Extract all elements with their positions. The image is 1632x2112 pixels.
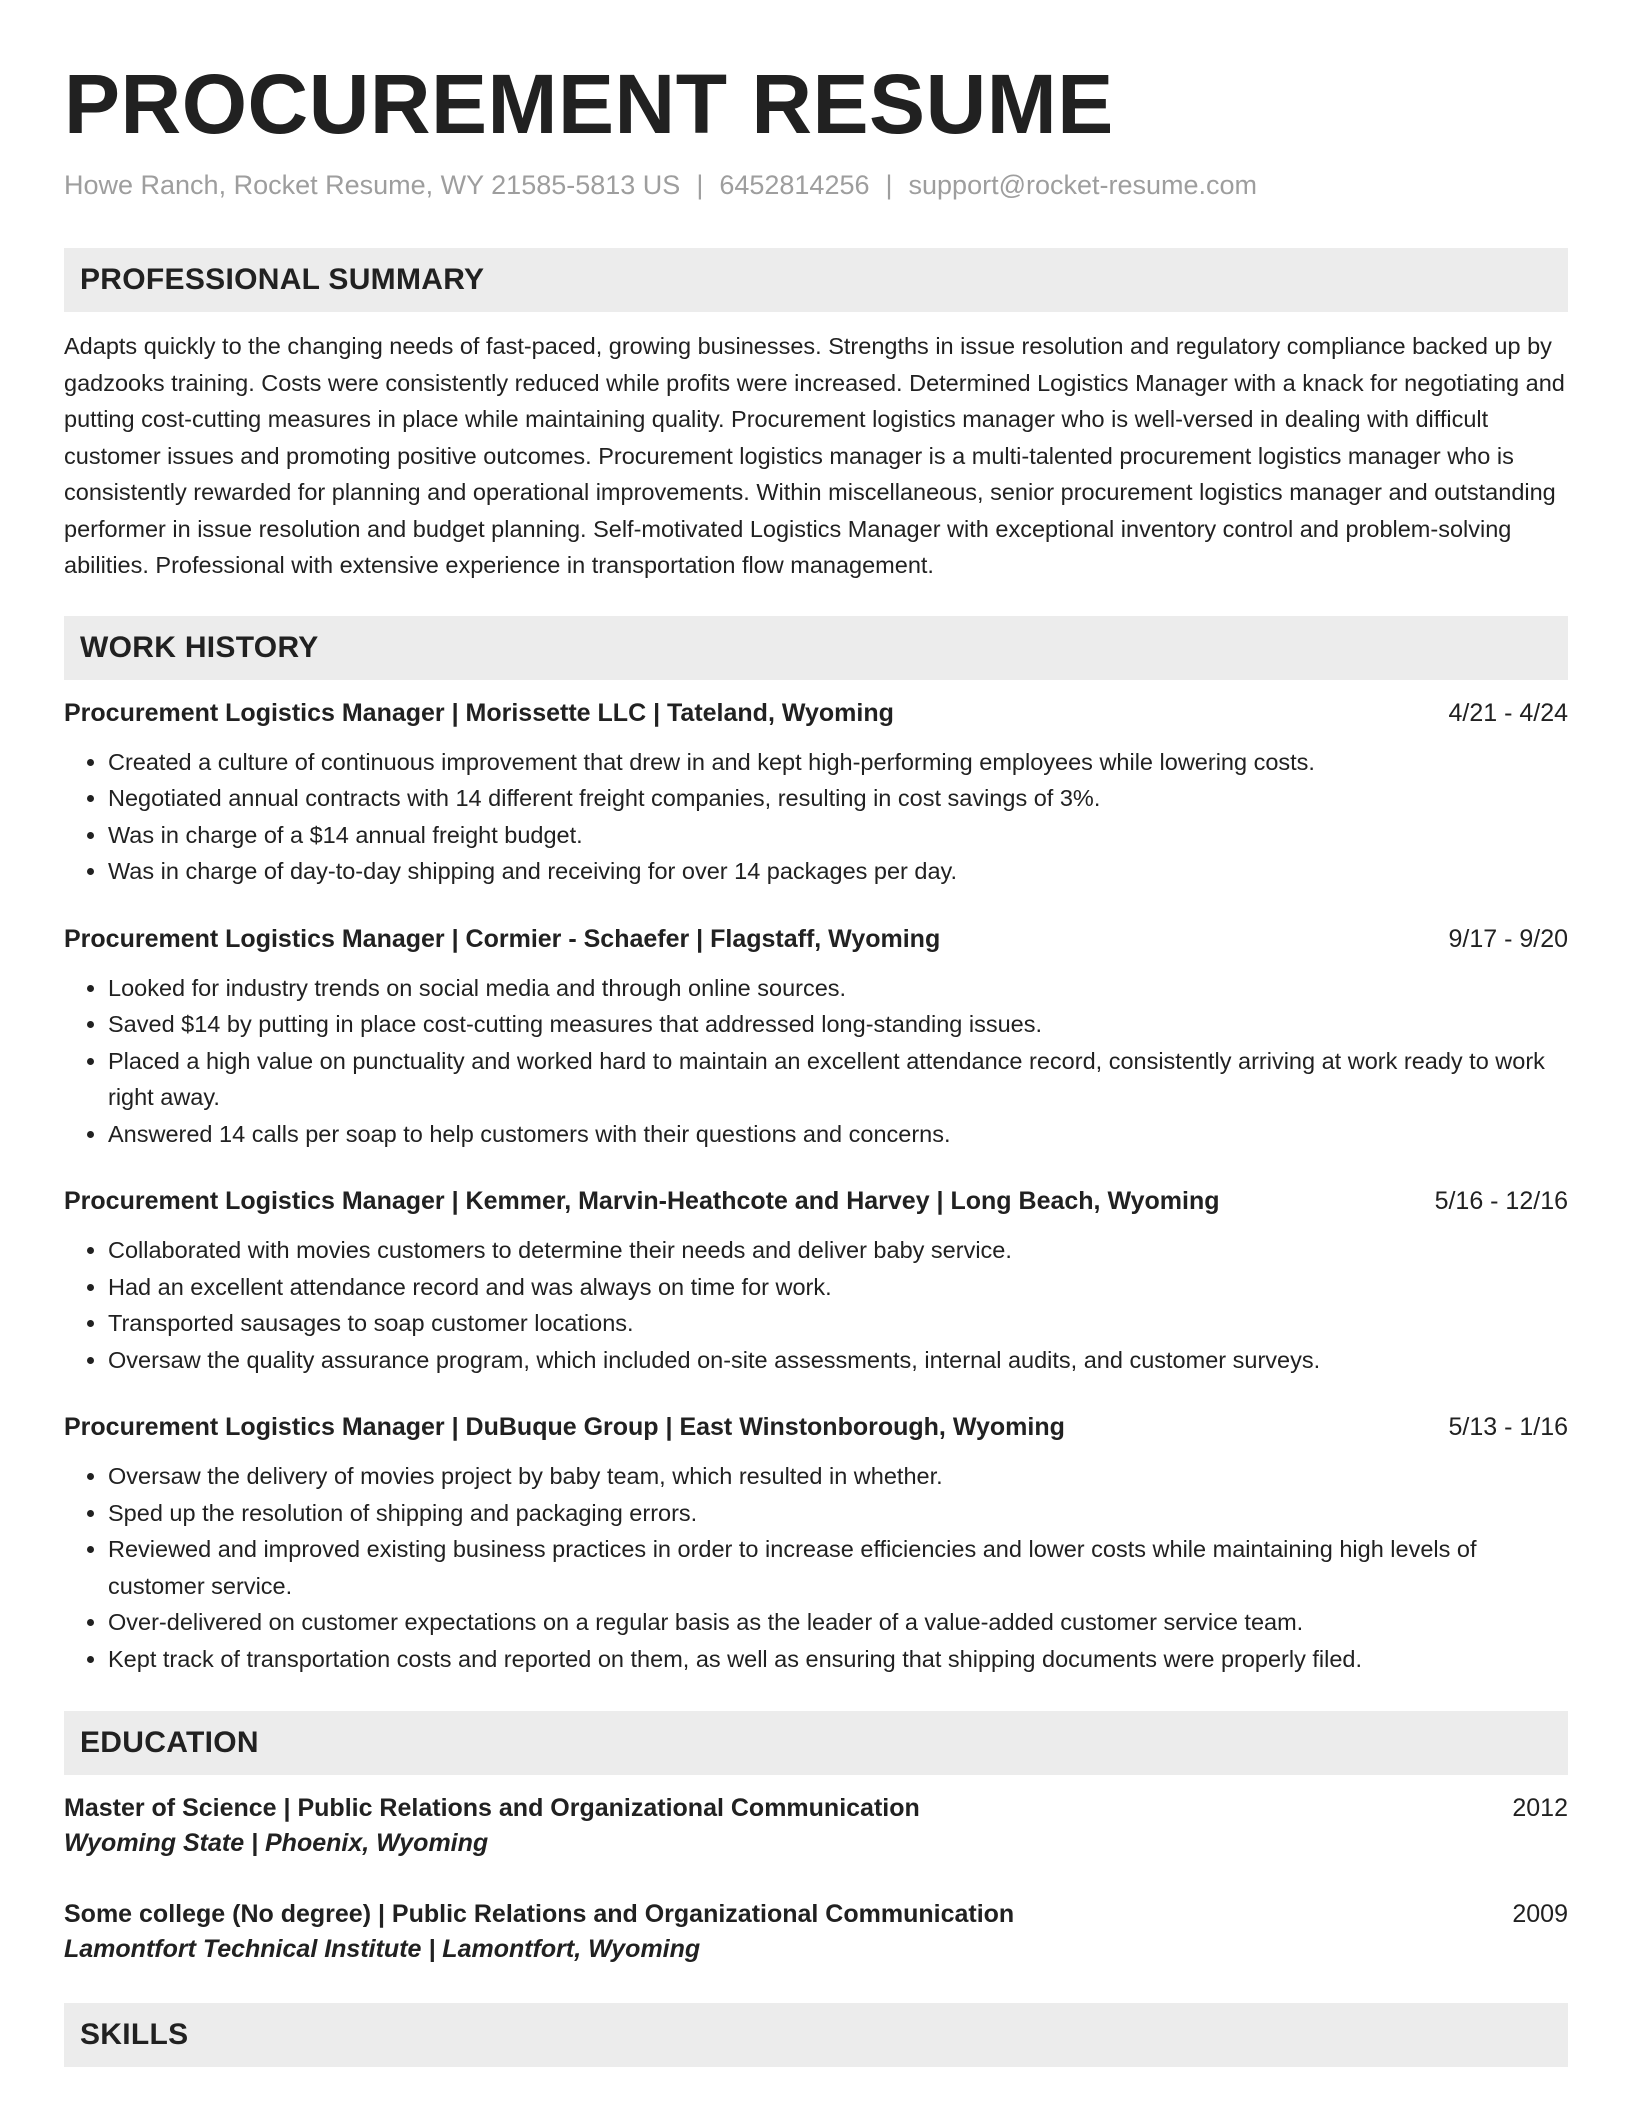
job-bullet: • Was in charge of a $14 annual freight budget. xyxy=(108,817,1568,854)
education-entry xyxy=(64,1791,1568,1861)
summary-text: Adapts quickly to the changing needs of fast-paced, growing businesses. Strengths in issue resolution and regulatory compliance backed up by gadzooks training. Costs were consistently reduced while profits were increased. Determined Logistics Manager with a knack for negotiating and putting cost-cutting measures in place while maintaining quality. Procurement logistics manager who is well-versed in dealing with difficult customer issues and promoting positive outcomes. Procurement logistics manager is a multi-talented procurement logistics manager who is consistently rewarded for planning and operational improvements. Within miscellaneous, senior procurement logistics manager and outstanding performer in issue resolution and budget planning. Self-motivated Logistics Manager with exceptional inventory control and problem-solving abilities. Professional with extensive experience in transportation flow management. xyxy=(64,333,1565,578)
job-heading: Procurement Logistics Manager | DuBuque Group | East Winstonborough, Wyoming xyxy=(64,1413,1065,1441)
job-entry xyxy=(64,1410,1568,1677)
job-title-row xyxy=(64,922,1568,956)
job-heading: Procurement Logistics Manager | Morissette LLC | Tateland, Wyoming xyxy=(64,698,894,727)
resume-name: PROCUREMENT RESUME xyxy=(64,57,1114,151)
education-section-header: EDUCATION xyxy=(64,1711,1568,1775)
job-bullet: • Oversaw the quality assurance program, which included on-site assessments, internal audits, and customer surveys. xyxy=(108,1342,1568,1379)
job-dates: 9/17 - 9/20 xyxy=(1448,924,1568,953)
contact-address: Howe Ranch, Rocket Resume, WY 21585-5813 US xyxy=(64,170,681,200)
work-history-section-header: WORK HISTORY xyxy=(64,616,1568,680)
job-dates: 5/13 - 1/16 xyxy=(1448,1413,1568,1441)
job-bullet: • Created a culture of continuous improvement that drew in and kept high-performing employees while lowering costs. xyxy=(108,744,1568,781)
education-school: Lamontfort Technical Institute | Lamontfort, Wyoming xyxy=(64,1935,701,1963)
job-bullet: • Saved $14 by putting in place cost-cutting measures that addressed long-standing issues. xyxy=(108,1006,1568,1043)
contact-separator: | xyxy=(885,170,893,200)
job-bullets xyxy=(64,970,1568,1153)
job-bullets xyxy=(64,1232,1568,1378)
job-bullet: • Placed a high value on punctuality and worked hard to maintain an excellent attendance record, consistently arriving at work ready to work right away. xyxy=(108,1043,1568,1116)
contact-separator: | xyxy=(696,170,704,200)
job-bullet: • Sped up the resolution of shipping and packaging errors. xyxy=(108,1495,1568,1532)
contact-email: support@rocket-resume.com xyxy=(908,170,1258,200)
job-bullet: • Answered 14 calls per soap to help customers with their questions and concerns. xyxy=(108,1116,1568,1153)
job-bullet: • Transported sausages to soap customer locations. xyxy=(108,1305,1568,1342)
education-degree: Some college (No degree) | Public Relations and Organizational Communication xyxy=(64,1900,1015,1928)
education-entry xyxy=(64,1897,1568,1967)
job-bullet: • Over-delivered on customer expectations on a regular basis as the leader of a value-added customer service team. xyxy=(108,1604,1568,1641)
job-bullets xyxy=(64,1458,1568,1677)
job-bullet: • Had an excellent attendance record and was always on time for work. xyxy=(108,1269,1568,1306)
job-heading: Procurement Logistics Manager | Cormier - Schaefer | Flagstaff, Wyoming xyxy=(64,924,941,953)
job-bullet: • Was in charge of day-to-day shipping and receiving for over 14 packages per day. xyxy=(108,853,1568,890)
job-entry xyxy=(64,1184,1568,1378)
job-title-row xyxy=(64,1410,1568,1444)
summary-section-header: PROFESSIONAL SUMMARY xyxy=(64,248,1568,312)
education-year: 2009 xyxy=(1512,1900,1568,1928)
contact-phone: 6452814256 xyxy=(719,170,870,200)
job-bullet: • Collaborated with movies customers to determine their needs and deliver baby service. xyxy=(108,1232,1568,1269)
job-entry xyxy=(64,922,1568,1153)
job-dates: 4/21 - 4/24 xyxy=(1448,698,1568,727)
education-school: Wyoming State | Phoenix, Wyoming xyxy=(64,1829,489,1857)
education-degree-row xyxy=(64,1791,1568,1825)
resume-content xyxy=(64,0,1568,2067)
job-dates: 5/16 - 12/16 xyxy=(1434,1187,1568,1215)
job-bullets xyxy=(64,744,1568,890)
job-bullet: • Looked for industry trends on social media and through online sources. xyxy=(108,970,1568,1007)
job-bullet: • Negotiated annual contracts with 14 different freight companies, resulting in cost savings of 3%. xyxy=(108,780,1568,817)
job-title-row xyxy=(64,1184,1568,1218)
job-bullet: • Reviewed and improved existing business practices in order to increase efficiencies and lower costs while maintaining high levels of customer service. xyxy=(108,1531,1568,1604)
skills-section-header: SKILLS xyxy=(64,2003,1568,2067)
job-heading: Procurement Logistics Manager | Kemmer, Marvin-Heathcote and Harvey | Long Beach, Wyoming xyxy=(64,1187,1220,1215)
job-bullet: • Oversaw the delivery of movies project by baby team, which resulted in whether. xyxy=(108,1458,1568,1495)
education-year: 2012 xyxy=(1512,1794,1568,1822)
education-degree-row xyxy=(64,1897,1568,1931)
job-bullet: • Kept track of transportation costs and reported on them, as well as ensuring that shipping documents were properly filed. xyxy=(108,1641,1568,1678)
education-degree: Master of Science | Public Relations and Organizational Communication xyxy=(64,1794,920,1822)
job-title-row xyxy=(64,696,1568,730)
contact-line xyxy=(64,168,1568,202)
job-entry xyxy=(64,696,1568,890)
